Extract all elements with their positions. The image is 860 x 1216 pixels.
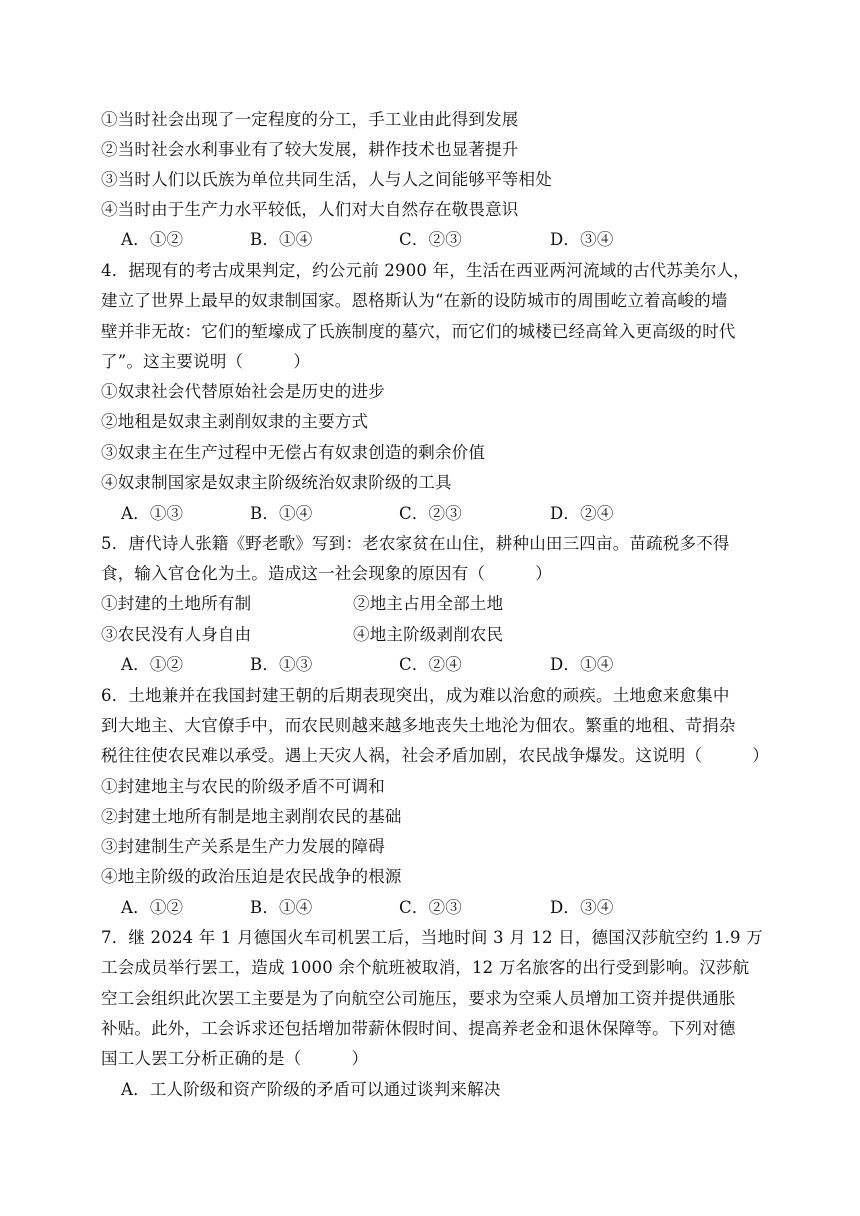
q7-stem-line-5: 国工人罢工分析正确的是（ ） [101,1049,369,1068]
q5-item-4: ④地主阶级剥削农民 [353,625,504,644]
q4-item-2: ②地租是奴隶主剥削奴隶的主要方式 [101,412,369,431]
q6-option-a[interactable]: A．①② [121,898,184,917]
q3-item-4: ④当时由于生产力水平较低，人们对大自然存在敬畏意识 [101,200,519,219]
q6-item-3: ③封建制生产关系是生产力发展的障碍 [101,837,385,856]
q6-option-b[interactable]: B．①④ [250,898,313,917]
q5-option-c[interactable]: C．②④ [399,655,462,674]
q7-stem-line-2: 工会成员举行罢工，造成 1000 余个航班被取消，12 万名旅客的出行受到影响。汉莎航 [101,958,750,977]
q3-item-2: ②当时社会水利事业有了较大发展，耕作技术也显著提升 [101,140,519,159]
q4-item-4: ④奴隶制国家是奴隶主阶级统治奴隶阶级的工具 [101,473,452,492]
q3-option-a[interactable]: A．①② [121,230,184,249]
q4-item-1: ①奴隶社会代替原始社会是历史的进步 [101,382,385,401]
q4-option-d[interactable]: D．②④ [550,504,614,523]
q6-item-4: ④地主阶级的政治压迫是农民战争的根源 [101,867,402,886]
q5-option-b[interactable]: B．①③ [250,655,313,674]
q3-option-c[interactable]: C．②③ [399,230,462,249]
q3-option-d[interactable]: D．③④ [550,230,614,249]
q6-item-1: ①封建地主与农民的阶级矛盾不可调和 [101,777,385,796]
q5-options [121,655,761,675]
q5-items-row-1 [101,594,766,614]
q5-option-a[interactable]: A．①② [121,655,184,674]
q6-item-2: ②封建土地所有制是地主剥削农民的基础 [101,807,402,826]
q5-item-2: ②地主占用全部土地 [353,594,504,613]
q4-stem-line-4: 了”。这主要说明（ ） [101,352,311,371]
q7-stem-line-1: 7．继 2024 年 1 月德国火车司机罢工后，当地时间 3 月 12 日，德国汉莎航空约 1.9 万 [101,928,763,947]
q4-options [121,504,761,524]
q4-stem-line-2: 建立了世界上最早的奴隶制国家。恩格斯认为“在新的设防城市的周围屹立着高峻的墙 [101,291,728,310]
q5-stem-line-2: 食，输入官仓化为土。造成这一社会现象的原因有（ ） [101,564,552,583]
q6-options [121,898,761,918]
q3-item-1: ①当时社会出现了一定程度的分工，手工业由此得到发展 [101,110,519,129]
q6-stem-line-1: 6．土地兼并在我国封建王朝的后期表现突出，成为难以治愈的顽疾。土地愈来愈集中 [101,686,730,705]
q6-stem-line-3: 税往往使农民难以承受。遇上天灾人祸，社会矛盾加剧，农民战争爆发。这说明（ ） [101,746,769,765]
q6-stem-line-2: 到大地主、大官僚手中，而农民则越来越多地丧失土地沦为佃农。繁重的地租、苛捐杂 [101,716,736,735]
q5-option-d[interactable]: D．①④ [550,655,614,674]
q7-stem-line-4: 补贴。此外，工会诉求还包括增加带薪休假时间、提高养老金和退休保障等。下列对德 [101,1019,736,1038]
q5-item-3: ③农民没有人身自由 [101,625,252,644]
q7-stem-line-3: 空工会组织此次罢工主要是为了向航空公司施压，要求为空乘人员增加工资并提供通胀 [101,989,736,1008]
q4-stem-line-1: 4．据现有的考古成果判定，约公元前 2900 年，生活在西亚两河流域的古代苏美尔人， [101,261,750,280]
q5-items-row-2 [101,625,766,645]
q5-item-1: ①封建的土地所有制 [101,594,252,613]
q5-stem-line-1: 5．唐代诗人张籍《野老歌》写到：老农家贫在山住，耕种山田三四亩。苗疏税多不得 [101,534,730,553]
q3-options [121,230,761,250]
q6-option-d[interactable]: D．③④ [550,898,614,917]
q6-option-c[interactable]: C．②③ [399,898,462,917]
q4-option-c[interactable]: C．②③ [399,504,462,523]
q7-option-a[interactable]: A．工人阶级和资产阶级的矛盾可以通过谈判来解决 [121,1080,501,1099]
q4-option-a[interactable]: A．①③ [121,504,184,523]
q3-option-b[interactable]: B．①④ [250,230,313,249]
q4-option-b[interactable]: B．①④ [250,504,313,523]
q3-item-3: ③当时人们以氏族为单位共同生活，人与人之间能够平等相处 [101,170,552,189]
q4-item-3: ③奴隶主在生产过程中无偿占有奴隶创造的剩余价值 [101,443,486,462]
q4-stem-line-3: 壁并非无故：它们的堑壕成了氏族制度的墓穴，而它们的城楼已经高耸入更高级的时代 [101,322,736,341]
